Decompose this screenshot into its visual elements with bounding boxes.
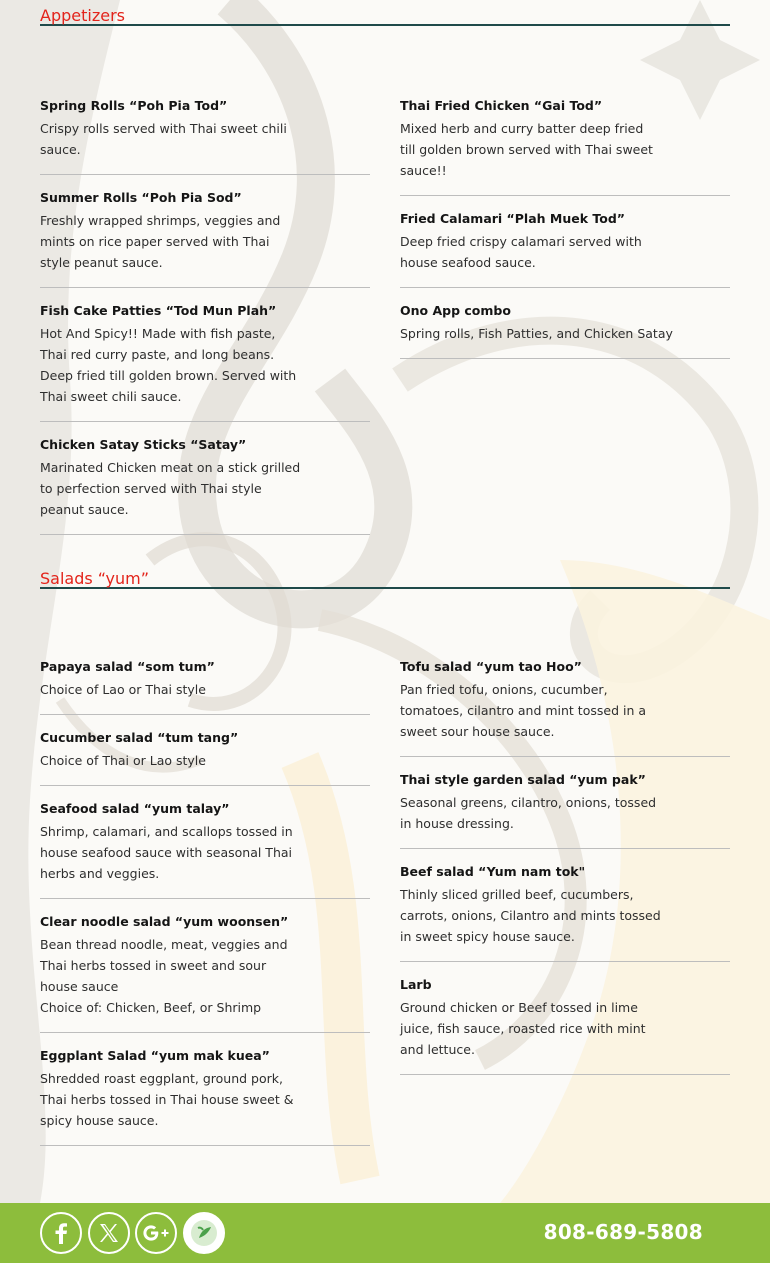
salads-title: Salads “yum” — [40, 565, 730, 589]
item-name: Larb — [400, 977, 432, 992]
item-description: Ground chicken or Beef tossed in lime juice, fish sauce, roasted rice with mint and lettuce. — [400, 1000, 646, 1057]
item-name: Summer Rolls “Poh Pia Sod” — [40, 190, 242, 205]
item-name: Fried Calamari “Plah Muek Tod” — [400, 211, 625, 226]
salads-right-column — [400, 658, 730, 1075]
item-description: Choice of Thai or Lao style — [40, 753, 206, 768]
x-icon[interactable] — [88, 1212, 130, 1254]
appetizers-title: Appetizers — [40, 2, 730, 26]
item-name: Cucumber salad “tum tang” — [40, 730, 239, 745]
item-name: Beef salad “Yum nam tok" — [400, 864, 586, 879]
item-description: Thinly sliced grilled beef, cucumbers, carrots, onions, Cilantro and mints tossed in sweet spicy house sauce. — [400, 887, 661, 944]
item-description: Freshly wrapped shrimps, veggies and mints on rice paper served with Thai style peanut sauce. — [40, 213, 281, 270]
menu-item — [40, 1033, 370, 1146]
menu-item — [40, 97, 370, 175]
google-plus-icon[interactable] — [135, 1212, 177, 1254]
item-description: Spring rolls, Fish Patties, and Chicken Satay — [400, 326, 673, 341]
item-description: Hot And Spicy!! Made with fish paste, Thai red curry paste, and long beans. Deep fried till golden brown. Served with Thai sweet chili sauce. — [40, 326, 297, 404]
menu-item — [40, 288, 370, 422]
menu-item — [40, 658, 370, 715]
item-description: Marinated Chicken meat on a stick grilled to perfection served with Thai style peanut sauce. — [40, 460, 301, 517]
menu-item — [40, 715, 370, 786]
item-description: Bean thread noodle, meat, veggies and Thai herbs tossed in sweet and sour house sauce — [40, 937, 288, 994]
menu-item — [400, 962, 730, 1075]
item-description: Shrimp, calamari, and scallops tossed in house seafood sauce with seasonal Thai herbs and veggies. — [40, 824, 293, 881]
item-name: Papaya salad “som tum” — [40, 659, 215, 674]
item-name: Fish Cake Patties “Tod Mun Plah” — [40, 303, 277, 318]
item-name: Seafood salad “yum talay” — [40, 801, 230, 816]
item-name: Eggplant Salad “yum mak kuea” — [40, 1048, 270, 1063]
menu-item — [40, 175, 370, 288]
item-description: Pan fried tofu, onions, cucumber, tomatoes, cilantro and mint tossed in a sweet sour house sauce. — [400, 682, 647, 739]
item-name: Thai style garden salad “yum pak” — [400, 772, 646, 787]
appetizers-section — [40, 2, 730, 517]
menu-item — [400, 288, 730, 359]
salads-section — [40, 565, 730, 1128]
appetizers-left-column — [40, 97, 370, 535]
item-name: Spring Rolls “Poh Pia Tod” — [40, 98, 228, 113]
item-description: Crispy rolls served with Thai sweet chili sauce. — [40, 121, 287, 157]
menu-item — [400, 97, 730, 196]
item-name: Clear noodle salad “yum woonsen” — [40, 914, 289, 929]
item-name: Thai Fried Chicken “Gai Tod” — [400, 98, 603, 113]
menu-item — [40, 422, 370, 535]
salads-left-column — [40, 658, 370, 1146]
item-description: Seasonal greens, cilantro, onions, tossed in house dressing. — [400, 795, 657, 831]
facebook-icon[interactable] — [40, 1212, 82, 1254]
menu-item — [400, 757, 730, 849]
menu-item — [40, 786, 370, 899]
menu-item — [400, 658, 730, 757]
menu-item — [400, 196, 730, 288]
menu-item — [40, 899, 370, 1033]
appetizers-right-column — [400, 97, 730, 359]
item-name: Chicken Satay Sticks “Satay” — [40, 437, 247, 452]
item-description: Deep fried crispy calamari served with house seafood sauce. — [400, 234, 642, 270]
phone-number[interactable]: 808-689-5808 — [543, 1220, 703, 1244]
item-name: Ono App combo — [400, 303, 511, 318]
menu-item — [400, 849, 730, 962]
item-name: Tofu salad “yum tao Hoo” — [400, 659, 582, 674]
yelp-icon[interactable] — [183, 1212, 225, 1254]
item-description: Mixed herb and curry batter deep fried till golden brown served with Thai sweet sauce!! — [400, 121, 653, 178]
footer-bar — [0, 1203, 770, 1263]
item-description: Shredded roast eggplant, ground pork, Thai herbs tossed in Thai house sweet & spicy house sauce. — [40, 1071, 294, 1128]
item-description: Choice of Lao or Thai style — [40, 682, 206, 697]
item-choice: Choice of: Chicken, Beef, or Shrimp — [40, 1000, 262, 1015]
